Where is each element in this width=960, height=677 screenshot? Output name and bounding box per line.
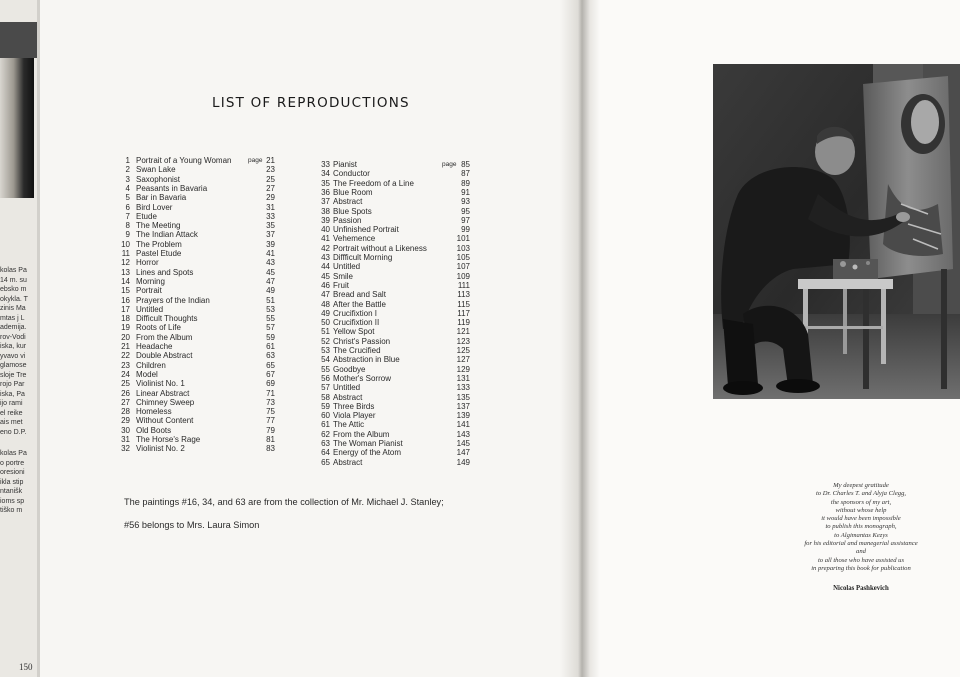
entry-title: Abstract <box>333 197 363 207</box>
underlying-text-line: ebsko m <box>0 286 27 293</box>
entry-page: 71 <box>266 388 275 398</box>
underlying-text-line: 14 m. su <box>0 276 27 284</box>
entry-page: 75 <box>266 407 275 417</box>
entry-number: 42 <box>321 243 330 253</box>
entry-number: 8 <box>125 221 130 231</box>
entry-number: 64 <box>321 448 330 458</box>
entry-title: Violinist No. 2 <box>136 444 185 454</box>
entry-title: Untitled <box>333 383 361 393</box>
entry-page: 105 <box>456 253 470 262</box>
entry-page: 125 <box>456 346 470 355</box>
ownership-note: #56 belongs to Mrs. Laura Simon <box>124 520 260 530</box>
dedication-line: to Algimantas Kezys <box>834 531 888 539</box>
underlying-text-line: zinis Ma <box>0 305 26 312</box>
entry-title: Model <box>136 369 158 379</box>
entry-page: 89 <box>461 178 470 188</box>
dedication-line: My deepest gratitude <box>833 482 889 489</box>
entry-number: 58 <box>321 392 330 402</box>
artist-painting-photo <box>713 64 960 399</box>
entry-page: 109 <box>456 271 470 281</box>
photo-illustration <box>713 64 960 399</box>
page-edge <box>37 0 40 677</box>
entry-title: The Woman Pianist <box>333 439 403 448</box>
entry-number: 16 <box>121 295 130 305</box>
entry-title: The Crucified <box>333 346 381 355</box>
entry-number: 3 <box>125 174 130 184</box>
entry-number: 26 <box>121 388 130 398</box>
entry-number: 7 <box>125 211 130 221</box>
entry-title: After the Battle <box>333 299 386 309</box>
entry-title: Mother's Sorrow <box>333 373 391 383</box>
collection-note: The paintings #16, 34, and 63 are from the collection of Mr. Michael J. Stanley; <box>124 497 444 507</box>
entry-title: Portrait <box>136 286 162 296</box>
entry-title: Bar in Bavaria <box>136 193 187 203</box>
entry-title: Blue Spots <box>333 206 372 216</box>
underlying-text-line: oresioni <box>0 469 25 476</box>
dedication-line: in preparing this book for publication <box>811 564 911 572</box>
entry-page: 123 <box>456 336 470 346</box>
entry-number: 38 <box>321 206 330 216</box>
entry-page: 23 <box>266 165 275 175</box>
entry-number: 27 <box>121 397 130 407</box>
entry-page: 121 <box>456 327 470 337</box>
entry-title: Yellow Spot <box>333 327 375 337</box>
entry-page: 67 <box>266 369 275 379</box>
entry-number: 56 <box>321 373 330 383</box>
entry-page: 69 <box>266 379 275 389</box>
underlying-page-strip <box>0 0 40 677</box>
entry-title: The Freedom of a Line <box>333 178 414 188</box>
page-label: page <box>248 157 263 164</box>
entry-page: 55 <box>266 314 275 324</box>
underlying-text-line: o portre <box>0 459 25 467</box>
entry-title: Portrait of a Young Woman <box>136 156 232 165</box>
entry-number: 39 <box>321 215 330 225</box>
entry-page: 33 <box>266 211 275 221</box>
entry-number: 2 <box>125 165 130 175</box>
entry-number: 9 <box>125 230 130 240</box>
entry-title: Abstract <box>333 392 363 402</box>
entry-number: 52 <box>321 336 330 346</box>
entry-title: Energy of the Atom <box>333 448 402 458</box>
entry-page: 143 <box>456 429 470 439</box>
entry-title: Prayers of the Indian <box>136 295 210 305</box>
dedication-text <box>776 482 946 573</box>
entry-number: 1 <box>125 156 130 165</box>
entry-number: 34 <box>321 169 330 179</box>
entry-title: Abstraction in Blue <box>333 355 400 365</box>
entry-page: 25 <box>266 174 275 184</box>
entry-page: 147 <box>456 448 470 458</box>
entry-title: Violinist No. 1 <box>136 379 185 389</box>
entry-number: 24 <box>121 369 130 379</box>
entry-number: 49 <box>321 308 330 318</box>
entry-page: 49 <box>266 286 275 296</box>
entry-title: Bird Lover <box>136 202 173 212</box>
entry-title: Pianist <box>333 160 358 169</box>
underlying-text-line: kolas Pa <box>0 450 27 457</box>
dedication-line: to Dr. Charles T. and Alyja Clegg, <box>815 490 907 498</box>
dedication-line: it would have been impossible <box>821 515 901 523</box>
entry-number: 40 <box>321 225 330 235</box>
entry-number: 20 <box>121 332 130 342</box>
entry-number: 22 <box>121 351 130 361</box>
book-gutter <box>560 0 600 677</box>
entry-number: 13 <box>121 267 130 277</box>
entry-number: 35 <box>321 178 330 188</box>
entry-title: Homeless <box>136 407 172 417</box>
entry-title: Passion <box>333 215 362 225</box>
entry-title: Saxophonist <box>136 174 181 184</box>
page-title: LIST OF REPRODUCTIONS <box>212 95 410 111</box>
entry-page: 35 <box>266 221 275 231</box>
entry-number: 28 <box>121 407 130 417</box>
underlying-text-line: eno D.P. <box>0 428 27 436</box>
entry-number: 29 <box>121 416 130 426</box>
entry-number: 5 <box>125 193 130 203</box>
underlying-photo-fragment <box>0 58 34 198</box>
entry-title: Roots of Life <box>136 323 181 333</box>
entry-title: Chimney Sweep <box>136 397 195 407</box>
entry-title: Etude <box>136 211 157 221</box>
dedication-line: the sponsors of my art, <box>830 498 892 506</box>
entry-title: From the Album <box>136 332 193 342</box>
entry-page: 79 <box>266 425 275 435</box>
entry-page: 85 <box>461 160 470 169</box>
entry-page: 57 <box>266 323 275 333</box>
dedication-line: to publish this monograph, <box>825 523 897 531</box>
dedication-line: without whose help <box>835 506 887 514</box>
entry-title: Bread and Salt <box>333 290 386 300</box>
entry-number: 4 <box>125 183 130 193</box>
entry-page: 103 <box>456 243 470 253</box>
entry-number: 50 <box>321 318 330 328</box>
entry-title: Smile <box>333 271 354 281</box>
entry-number: 32 <box>121 444 130 454</box>
underlying-text-line: iska, Pa <box>0 390 25 398</box>
entry-number: 59 <box>321 401 330 411</box>
underlying-text-line: ademija. <box>0 324 27 331</box>
underlying-text-line <box>0 437 40 449</box>
entry-title: The Horse's Rage <box>136 435 201 444</box>
entry-title: Unfinished Portrait <box>333 225 399 235</box>
entry-page: 27 <box>266 183 275 193</box>
entry-title: Goodbye <box>333 364 366 374</box>
entry-title: Horror <box>136 258 159 268</box>
underlying-dark-band <box>0 22 40 58</box>
entry-number: 47 <box>321 290 330 300</box>
entry-title: Fruit <box>333 280 349 290</box>
entry-title: Lines and Spots <box>136 267 194 277</box>
entry-page: 145 <box>456 439 470 448</box>
entry-number: 25 <box>121 379 130 389</box>
underlying-text-line: glamose <box>0 362 27 369</box>
entry-page: 83 <box>266 444 275 454</box>
entry-page: 29 <box>266 193 275 203</box>
dedication-line: and <box>856 548 866 556</box>
entry-title: Linear Abstract <box>136 388 190 398</box>
page-label: page <box>442 161 457 168</box>
entry-title: Swan Lake <box>136 165 176 175</box>
entry-title: Three Birds <box>333 401 375 411</box>
entry-page: 59 <box>266 332 275 342</box>
entry-page: 101 <box>456 234 470 244</box>
entry-number: 44 <box>321 262 330 272</box>
entry-title: Difficult Thoughts <box>136 314 198 324</box>
entry-number: 18 <box>121 314 130 324</box>
entry-number: 23 <box>121 360 130 370</box>
entry-page: 149 <box>456 457 470 467</box>
entry-number: 61 <box>321 420 330 430</box>
underlying-text-line: kolas Pa <box>0 267 27 274</box>
entry-number: 46 <box>321 280 330 290</box>
entry-title: Portrait without a Likeness <box>333 243 427 253</box>
entry-page: 61 <box>266 342 275 351</box>
entry-page: 77 <box>266 416 275 426</box>
dedication-line: to all those who have assisted us <box>817 556 905 564</box>
entry-page: 65 <box>266 360 275 370</box>
entry-title: Untitled <box>136 304 164 314</box>
entry-title: The Indian Attack <box>136 230 198 240</box>
entry-title: Without Content <box>136 416 194 426</box>
entry-number: 65 <box>321 457 330 467</box>
underlying-text-line: tiško m <box>0 507 23 514</box>
entry-page: 131 <box>456 373 470 383</box>
entry-page: 39 <box>266 239 275 249</box>
entry-page: 93 <box>461 197 470 207</box>
page-number: 150 <box>19 662 33 672</box>
entry-title: Blue Room <box>333 187 373 197</box>
entry-title: Abstract <box>333 457 363 467</box>
entry-number: 45 <box>321 271 330 281</box>
entry-page: 41 <box>266 249 275 258</box>
underlying-text-line: rov-Vodi <box>0 333 26 341</box>
entry-page: 111 <box>457 280 470 290</box>
entry-title: From the Album <box>333 429 390 439</box>
entry-title: Christ's Passion <box>333 336 391 346</box>
entry-number: 21 <box>121 342 130 351</box>
entry-number: 63 <box>321 439 330 448</box>
entry-title: Untitled <box>333 262 361 272</box>
underlying-text-line: yvavo vi <box>0 352 26 360</box>
entry-number: 54 <box>321 355 330 365</box>
underlying-text-line: sloje Tre <box>0 371 27 379</box>
entry-number: 51 <box>321 327 330 337</box>
entry-title: Vehemence <box>333 234 376 244</box>
underlying-text-line: ntanišk <box>0 488 23 495</box>
entry-number: 30 <box>121 425 130 435</box>
entry-title: Peasants in Bavaria <box>136 183 208 193</box>
entry-number: 57 <box>321 383 330 393</box>
underlying-text-line: mtas j L <box>0 314 25 322</box>
entry-title: Diffficult Morning <box>333 253 393 262</box>
entry-number: 12 <box>121 258 130 268</box>
entry-title: Crucifixtion I <box>333 308 378 318</box>
entry-title: The Problem <box>136 239 182 249</box>
entry-title: Crucifixtion II <box>333 318 380 328</box>
entry-page: 127 <box>456 355 470 365</box>
signature: Nicolas Pashkevich <box>833 585 889 592</box>
entry-title: The Meeting <box>136 221 181 231</box>
entry-number: 41 <box>321 234 330 244</box>
entry-title: Viola Player <box>333 411 376 421</box>
underlying-text-line: iska, kur <box>0 343 27 350</box>
entry-number: 14 <box>121 276 130 286</box>
entry-page: 51 <box>266 295 275 305</box>
entry-page: 31 <box>266 202 275 212</box>
entry-page: 129 <box>456 364 470 374</box>
entry-title: Pastel Etude <box>136 249 182 258</box>
entry-number: 11 <box>121 249 130 258</box>
entry-number: 36 <box>321 187 330 197</box>
underlying-text-line: ais met <box>0 419 23 426</box>
entry-page: 137 <box>456 401 470 411</box>
underlying-text-line: okykla. T <box>0 295 28 303</box>
entry-page: 99 <box>461 225 470 235</box>
underlying-text-line: rojo Par <box>0 381 25 388</box>
entry-page: 115 <box>457 299 470 309</box>
entry-page: 113 <box>457 290 470 300</box>
entry-title: The Attic <box>333 420 365 430</box>
entry-page: 73 <box>266 397 275 407</box>
entry-number: 17 <box>121 304 130 314</box>
entry-page: 119 <box>457 318 470 328</box>
entry-title: Morning <box>136 276 165 286</box>
entry-page: 133 <box>456 383 470 393</box>
entry-number: 19 <box>121 323 130 333</box>
entry-page: 107 <box>456 262 470 272</box>
entry-page: 95 <box>461 206 470 216</box>
entry-number: 15 <box>121 286 130 296</box>
underlying-text-line: ijo rami <box>0 400 23 407</box>
entry-number: 6 <box>125 202 130 212</box>
entry-page: 43 <box>266 258 275 268</box>
entry-page: 63 <box>266 351 275 361</box>
entry-number: 48 <box>321 299 330 309</box>
entry-number: 10 <box>121 239 130 249</box>
entry-number: 43 <box>321 253 330 262</box>
entry-page: 37 <box>266 230 275 240</box>
entry-number: 60 <box>321 411 330 421</box>
entry-page: 47 <box>266 276 275 286</box>
entry-title: Conductor <box>333 169 370 179</box>
dedication-line: for his editorial and manegerial assistance <box>804 540 918 548</box>
entry-title: Headache <box>136 342 173 351</box>
entry-title: Children <box>136 360 166 370</box>
entry-number: 31 <box>121 435 130 444</box>
entry-page: 81 <box>266 435 275 444</box>
entry-page: 141 <box>456 420 470 430</box>
entry-page: 135 <box>456 392 470 402</box>
entry-page: 53 <box>266 304 275 314</box>
underlying-text-line: ikla stip <box>0 478 24 486</box>
underlying-text-line: el reike <box>0 409 23 417</box>
entry-title: Double Abstract <box>136 351 193 361</box>
entry-number: 55 <box>321 364 330 374</box>
entry-page: 45 <box>266 267 275 277</box>
entry-number: 53 <box>321 346 330 355</box>
entry-page: 139 <box>456 411 470 421</box>
entry-number: 33 <box>321 160 330 169</box>
entry-page: 87 <box>461 169 470 179</box>
entry-page: 117 <box>457 308 470 318</box>
entry-page: 91 <box>461 187 470 197</box>
entry-page: 21 <box>266 156 275 165</box>
entry-number: 62 <box>321 429 330 439</box>
entry-page: 97 <box>461 215 470 225</box>
underlying-page-text <box>0 266 40 516</box>
entry-number: 37 <box>321 197 330 207</box>
entry-title: Old Boots <box>136 425 172 435</box>
underlying-text-line: ioms sp <box>0 497 25 505</box>
